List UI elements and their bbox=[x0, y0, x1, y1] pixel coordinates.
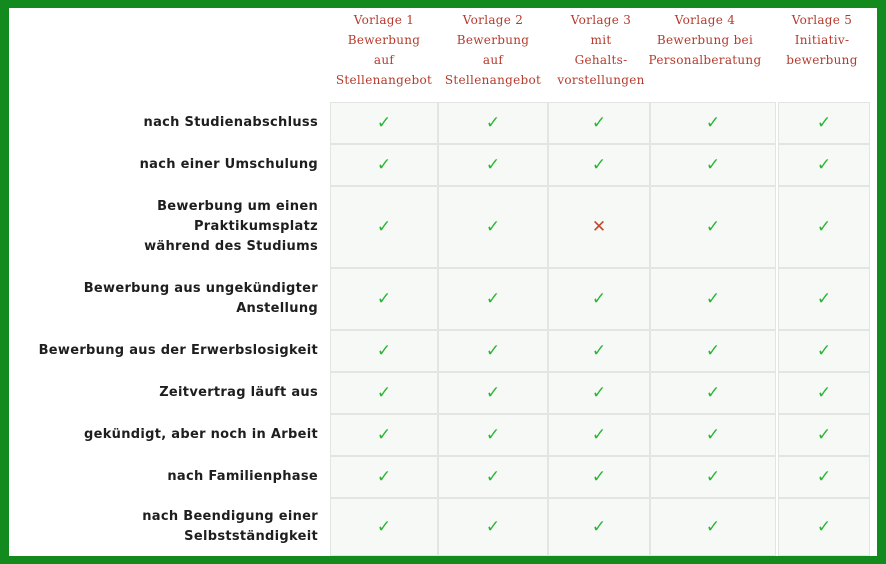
header-line: bewerbung bbox=[786, 53, 858, 67]
check-icon: ✓ bbox=[591, 340, 607, 361]
check-icon: ✓ bbox=[376, 340, 392, 361]
header-line: Stellenangebot bbox=[335, 73, 433, 87]
mark-cell bbox=[548, 186, 650, 268]
check-icon: ✓ bbox=[591, 424, 607, 445]
mark-cell bbox=[650, 330, 776, 372]
row-label bbox=[9, 456, 318, 498]
mark-cell bbox=[548, 372, 650, 414]
row-label bbox=[9, 268, 318, 330]
header-line: Vorlage 5 bbox=[791, 13, 853, 27]
row-label-line: Praktikumsplatz bbox=[193, 219, 318, 234]
row-label bbox=[9, 144, 318, 186]
mark-cell bbox=[778, 414, 870, 456]
row-label-line: Bewerbung aus der Erwerbslosigkeit bbox=[38, 343, 318, 358]
check-icon: ✓ bbox=[705, 288, 721, 309]
mark-cell bbox=[548, 102, 650, 144]
column-header-vorlage-2[interactable] bbox=[438, 10, 548, 90]
mark-cell bbox=[650, 372, 776, 414]
check-icon: ✓ bbox=[376, 516, 392, 537]
mark-cell bbox=[778, 186, 870, 268]
mark-cell bbox=[778, 372, 870, 414]
row-label bbox=[9, 372, 318, 414]
check-icon: ✓ bbox=[705, 154, 721, 175]
check-icon: ✓ bbox=[816, 466, 832, 487]
check-icon: ✓ bbox=[816, 424, 832, 445]
row-label bbox=[9, 102, 318, 144]
mark-cell bbox=[438, 330, 548, 372]
header-line: Vorlage 2 bbox=[462, 13, 524, 27]
header-line: Vorlage 4 bbox=[674, 13, 736, 27]
check-icon: ✓ bbox=[816, 382, 832, 403]
check-icon: ✓ bbox=[705, 340, 721, 361]
header-line: Vorlage 1 bbox=[353, 13, 415, 27]
cross-icon: ✕ bbox=[591, 216, 607, 237]
header-line: Personalberatung bbox=[648, 53, 762, 67]
mark-cell bbox=[778, 498, 870, 556]
mark-cell bbox=[330, 456, 438, 498]
mark-cell bbox=[548, 268, 650, 330]
row-label-line: nach einer Umschulung bbox=[139, 157, 318, 172]
check-icon: ✓ bbox=[376, 424, 392, 445]
check-icon: ✓ bbox=[376, 112, 392, 133]
mark-cell bbox=[438, 372, 548, 414]
check-icon: ✓ bbox=[485, 154, 501, 175]
row-label-line: Bewerbung um einen bbox=[157, 199, 318, 214]
mark-cell bbox=[548, 144, 650, 186]
header-line: Vorlage 3 bbox=[570, 13, 632, 27]
mark-cell bbox=[778, 330, 870, 372]
row-label-line: während des Studiums bbox=[144, 239, 318, 254]
check-icon: ✓ bbox=[591, 516, 607, 537]
check-icon: ✓ bbox=[705, 424, 721, 445]
check-icon: ✓ bbox=[591, 382, 607, 403]
row-label-line: Bewerbung aus ungekündigter bbox=[83, 281, 318, 296]
mark-cell bbox=[650, 144, 776, 186]
header-line: Gehalts- bbox=[574, 53, 628, 67]
row-label bbox=[9, 186, 318, 268]
header-line: vorstellungen bbox=[557, 73, 645, 87]
column-header-vorlage-1[interactable] bbox=[330, 10, 438, 90]
check-icon: ✓ bbox=[485, 112, 501, 133]
mark-cell bbox=[330, 414, 438, 456]
check-icon: ✓ bbox=[816, 154, 832, 175]
check-icon: ✓ bbox=[376, 216, 392, 237]
check-icon: ✓ bbox=[485, 516, 501, 537]
mark-cell bbox=[548, 414, 650, 456]
header-line: mit bbox=[590, 33, 612, 47]
row-label-line: Zeitvertrag läuft aus bbox=[159, 385, 318, 400]
header-line: auf bbox=[373, 53, 395, 67]
row-label-line: nach Beendigung einer bbox=[142, 509, 318, 524]
header-line: Initiativ- bbox=[794, 33, 850, 47]
row-label bbox=[9, 330, 318, 372]
mark-cell bbox=[650, 414, 776, 456]
check-icon: ✓ bbox=[591, 288, 607, 309]
mark-cell bbox=[778, 102, 870, 144]
mark-cell bbox=[650, 456, 776, 498]
mark-cell bbox=[330, 372, 438, 414]
check-icon: ✓ bbox=[816, 288, 832, 309]
check-icon: ✓ bbox=[591, 112, 607, 133]
mark-cell bbox=[438, 414, 548, 456]
check-icon: ✓ bbox=[485, 466, 501, 487]
check-icon: ✓ bbox=[376, 466, 392, 487]
check-icon: ✓ bbox=[376, 154, 392, 175]
header-line: Bewerbung bbox=[347, 33, 421, 47]
check-icon: ✓ bbox=[816, 216, 832, 237]
row-label-line: nach Familienphase bbox=[167, 469, 318, 484]
mark-cell bbox=[330, 102, 438, 144]
mark-cell bbox=[438, 102, 548, 144]
check-icon: ✓ bbox=[485, 424, 501, 445]
check-icon: ✓ bbox=[816, 340, 832, 361]
mark-cell bbox=[438, 186, 548, 268]
mark-cell bbox=[778, 268, 870, 330]
column-header-vorlage-5[interactable] bbox=[776, 10, 868, 70]
check-icon: ✓ bbox=[816, 516, 832, 537]
header-line: auf bbox=[482, 53, 504, 67]
mark-cell bbox=[438, 456, 548, 498]
check-icon: ✓ bbox=[376, 288, 392, 309]
mark-cell bbox=[438, 268, 548, 330]
check-icon: ✓ bbox=[705, 516, 721, 537]
row-label bbox=[9, 414, 318, 456]
check-icon: ✓ bbox=[591, 466, 607, 487]
column-header-vorlage-4[interactable] bbox=[646, 10, 764, 70]
check-icon: ✓ bbox=[485, 216, 501, 237]
check-icon: ✓ bbox=[705, 466, 721, 487]
check-icon: ✓ bbox=[705, 216, 721, 237]
mark-cell bbox=[330, 268, 438, 330]
header-line: Bewerbung bbox=[456, 33, 530, 47]
header-line: Stellenangebot bbox=[444, 73, 542, 87]
mark-cell bbox=[330, 144, 438, 186]
comparison-table bbox=[9, 8, 877, 556]
row-label-line: gekündigt, aber noch in Arbeit bbox=[83, 427, 318, 442]
mark-cell bbox=[778, 456, 870, 498]
check-icon: ✓ bbox=[816, 112, 832, 133]
check-icon: ✓ bbox=[485, 340, 501, 361]
mark-cell bbox=[650, 102, 776, 144]
row-label-line: Selbstständigkeit bbox=[184, 529, 318, 544]
mark-cell bbox=[548, 330, 650, 372]
mark-cell bbox=[438, 144, 548, 186]
row-label-line: Anstellung bbox=[236, 301, 318, 316]
mark-cell bbox=[548, 456, 650, 498]
row-label bbox=[9, 498, 318, 556]
mark-cell bbox=[438, 498, 548, 556]
check-icon: ✓ bbox=[376, 382, 392, 403]
mark-cell bbox=[330, 330, 438, 372]
mark-cell bbox=[548, 498, 650, 556]
mark-cell bbox=[650, 186, 776, 268]
row-label-line: nach Studienabschluss bbox=[143, 115, 318, 130]
mark-cell bbox=[778, 144, 870, 186]
column-header-vorlage-3[interactable] bbox=[548, 10, 654, 90]
check-icon: ✓ bbox=[485, 382, 501, 403]
mark-cell bbox=[330, 186, 438, 268]
header-line: Bewerbung bei bbox=[656, 33, 754, 47]
check-icon: ✓ bbox=[705, 112, 721, 133]
check-icon: ✓ bbox=[485, 288, 501, 309]
mark-cell bbox=[650, 268, 776, 330]
mark-cell bbox=[650, 498, 776, 556]
check-icon: ✓ bbox=[591, 154, 607, 175]
mark-cell bbox=[330, 498, 438, 556]
check-icon: ✓ bbox=[705, 382, 721, 403]
